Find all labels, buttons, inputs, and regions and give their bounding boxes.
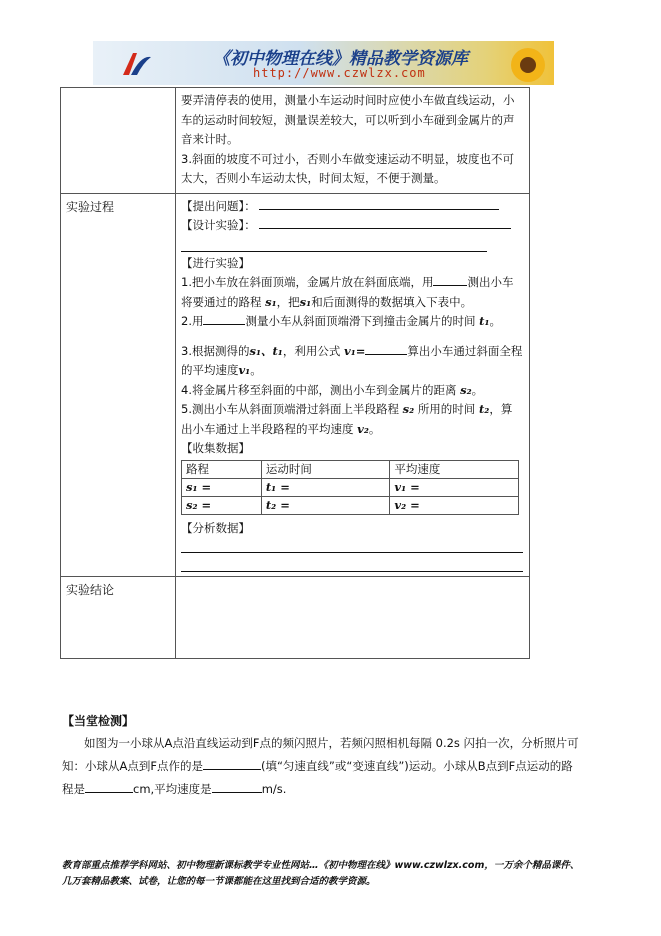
footer-line-2: 几万套精品教案、试卷，让您的每一节课都能在这里找到合适的教学资源。 xyxy=(62,876,376,887)
step-5-text-c: ，算出小车通过上半段路程的平均速度 xyxy=(181,402,513,436)
conduct-label: 【进行实验】 xyxy=(181,255,250,270)
header-distance: 路程 xyxy=(182,460,262,478)
process-label: 实验过程 xyxy=(61,193,176,577)
step-1-text-c: ，把 xyxy=(276,294,300,309)
step-2-text-a: 2.用 xyxy=(181,314,204,328)
var-s2: s₂ xyxy=(460,382,472,397)
design-label: 【设计实验】： xyxy=(181,218,256,232)
step-1-text-d: 和后面测得的数据填入下表中。 xyxy=(311,294,473,309)
analyze-blank-2[interactable] xyxy=(181,553,523,572)
q-text-1: 如图为一小球从A点沿直线运动到F点的频闪照片，若频闪照相机每隔 0.2s 闪拍一次，分析照片可知：小球从A点到F点作的是 xyxy=(62,736,579,773)
q-text-3: cm,平均速度是 xyxy=(133,782,212,796)
cell-s1[interactable]: s₁ = xyxy=(182,478,262,496)
cell-v1[interactable]: v₁ = xyxy=(390,478,519,496)
var-s1-b: s₁ xyxy=(299,294,312,309)
var-s2-b: s₂ xyxy=(402,402,415,416)
ask-label: 【提出问题】： xyxy=(181,198,256,213)
formula-blank[interactable] xyxy=(365,342,407,355)
in-class-check-heading: 【当堂检测】 xyxy=(62,714,135,728)
banner-title: 《初中物理在线》精品教学资源库 xyxy=(213,49,468,69)
step-4 xyxy=(181,381,523,401)
banner-url[interactable]: http://www.czwlzx.com xyxy=(253,66,426,80)
design-experiment xyxy=(181,216,523,236)
cell-s2[interactable]: s₂ = xyxy=(182,496,262,514)
var-s1-t1: s₁、t₁ xyxy=(249,343,283,358)
var-v1: v₁ xyxy=(238,363,251,377)
table-row xyxy=(182,496,519,514)
data-table xyxy=(181,460,519,515)
cell-t2[interactable]: t₂ = xyxy=(261,496,390,514)
var-t2: t₂ xyxy=(478,402,490,416)
notes-text-2: 3.斜面的坡度不可过小，否则小车做变速运动不明显，坡度也不可太大，否则小车运动太快，时间太短，不便于测量。 xyxy=(181,151,514,185)
notes-row xyxy=(61,88,530,194)
conclusion-content[interactable] xyxy=(176,577,530,659)
conclusion-row xyxy=(61,577,530,659)
ask-question xyxy=(181,197,523,217)
motion-type-blank[interactable] xyxy=(203,757,261,770)
collect-label: 【收集数据】 xyxy=(181,441,250,455)
step-5-text-b: 所用的时间 xyxy=(417,402,476,416)
step-5-text-a: 5.测出小车从斜面顶端滑过斜面上半段路程 xyxy=(181,402,399,416)
q-text-4: m/s. xyxy=(261,782,287,796)
experiment-table xyxy=(60,87,530,659)
notes-text-1: 要弄清停表的使用，测量小车运动时间时应使小车做直线运动，小车的运动时间较短，测量误差较大，可以听到小车碰到金属片的声音来计时。 xyxy=(181,93,515,146)
step-1-text-b: 测出小车将要通过的路程 xyxy=(181,275,514,309)
sunflower-icon xyxy=(508,45,548,85)
data-table-header xyxy=(182,460,519,478)
tool-blank-1[interactable] xyxy=(433,273,467,286)
distance-blank[interactable] xyxy=(85,780,133,793)
step-2-text-b: 测量小车从斜面顶端滑下到撞击金属片的时间 xyxy=(245,314,476,328)
var-t1: t₁ xyxy=(479,314,490,328)
step-3 xyxy=(181,342,523,381)
process-content xyxy=(176,193,530,577)
cell-v2[interactable]: v₂ = xyxy=(390,496,519,514)
header-speed: 平均速度 xyxy=(390,460,519,478)
step-5-text-d: 。 xyxy=(368,421,381,436)
step-1 xyxy=(181,273,523,312)
var-s1: s₁ xyxy=(265,294,277,309)
step-4-text-b: 。 xyxy=(471,382,484,397)
site-logo-icon xyxy=(119,49,153,79)
step-5 xyxy=(181,400,523,439)
step-3-text-c: 算出小车通过斜面全程的平均速度 xyxy=(181,343,523,377)
q-text-2: (填“匀速直线”或“变速直线”)运动。小球从B点到F点运动的路程是 xyxy=(62,759,573,796)
page-footer xyxy=(62,858,592,890)
design-blank-2[interactable] xyxy=(181,236,487,252)
notes-label xyxy=(61,88,176,194)
table-row xyxy=(182,478,519,496)
step-3-text-d: 。 xyxy=(250,363,262,377)
site-banner xyxy=(93,41,554,85)
tool-blank-2[interactable] xyxy=(203,312,245,325)
step-1-text-a: 1.把小车放在斜面顶端，金属片放在斜面底端，用 xyxy=(181,275,434,289)
step-4-text-a: 4.将金属片移至斜面的中部，测出小车到金属片的距离 xyxy=(181,382,457,397)
step-2-text-c: 。 xyxy=(489,314,501,328)
var-v2: v₂ xyxy=(357,421,369,436)
var-v1-eq: v₁= xyxy=(344,343,366,358)
ask-blank[interactable] xyxy=(259,197,499,210)
notes-content xyxy=(176,88,530,194)
cell-t1[interactable]: t₁ = xyxy=(261,478,390,496)
step-3-text-a: 3.根据测得的 xyxy=(181,343,250,358)
speed-blank[interactable] xyxy=(212,780,262,793)
process-row xyxy=(61,193,530,577)
header-time: 运动时间 xyxy=(261,460,390,478)
step-2 xyxy=(181,312,523,332)
check-question xyxy=(62,732,582,801)
step-3-text-b: ，利用公式 xyxy=(282,343,341,358)
analyze-label: 【分析数据】 xyxy=(181,520,250,535)
footer-line-1: 教育部重点推荐学科网站、初中物理新课标教学专业性网站…《初中物理在线》www.czwlzx.com，一万余个精品课件、 xyxy=(62,860,580,871)
analyze-blank-1[interactable] xyxy=(181,538,523,553)
conclusion-label: 实验结论 xyxy=(61,577,176,659)
design-blank[interactable] xyxy=(259,216,511,229)
